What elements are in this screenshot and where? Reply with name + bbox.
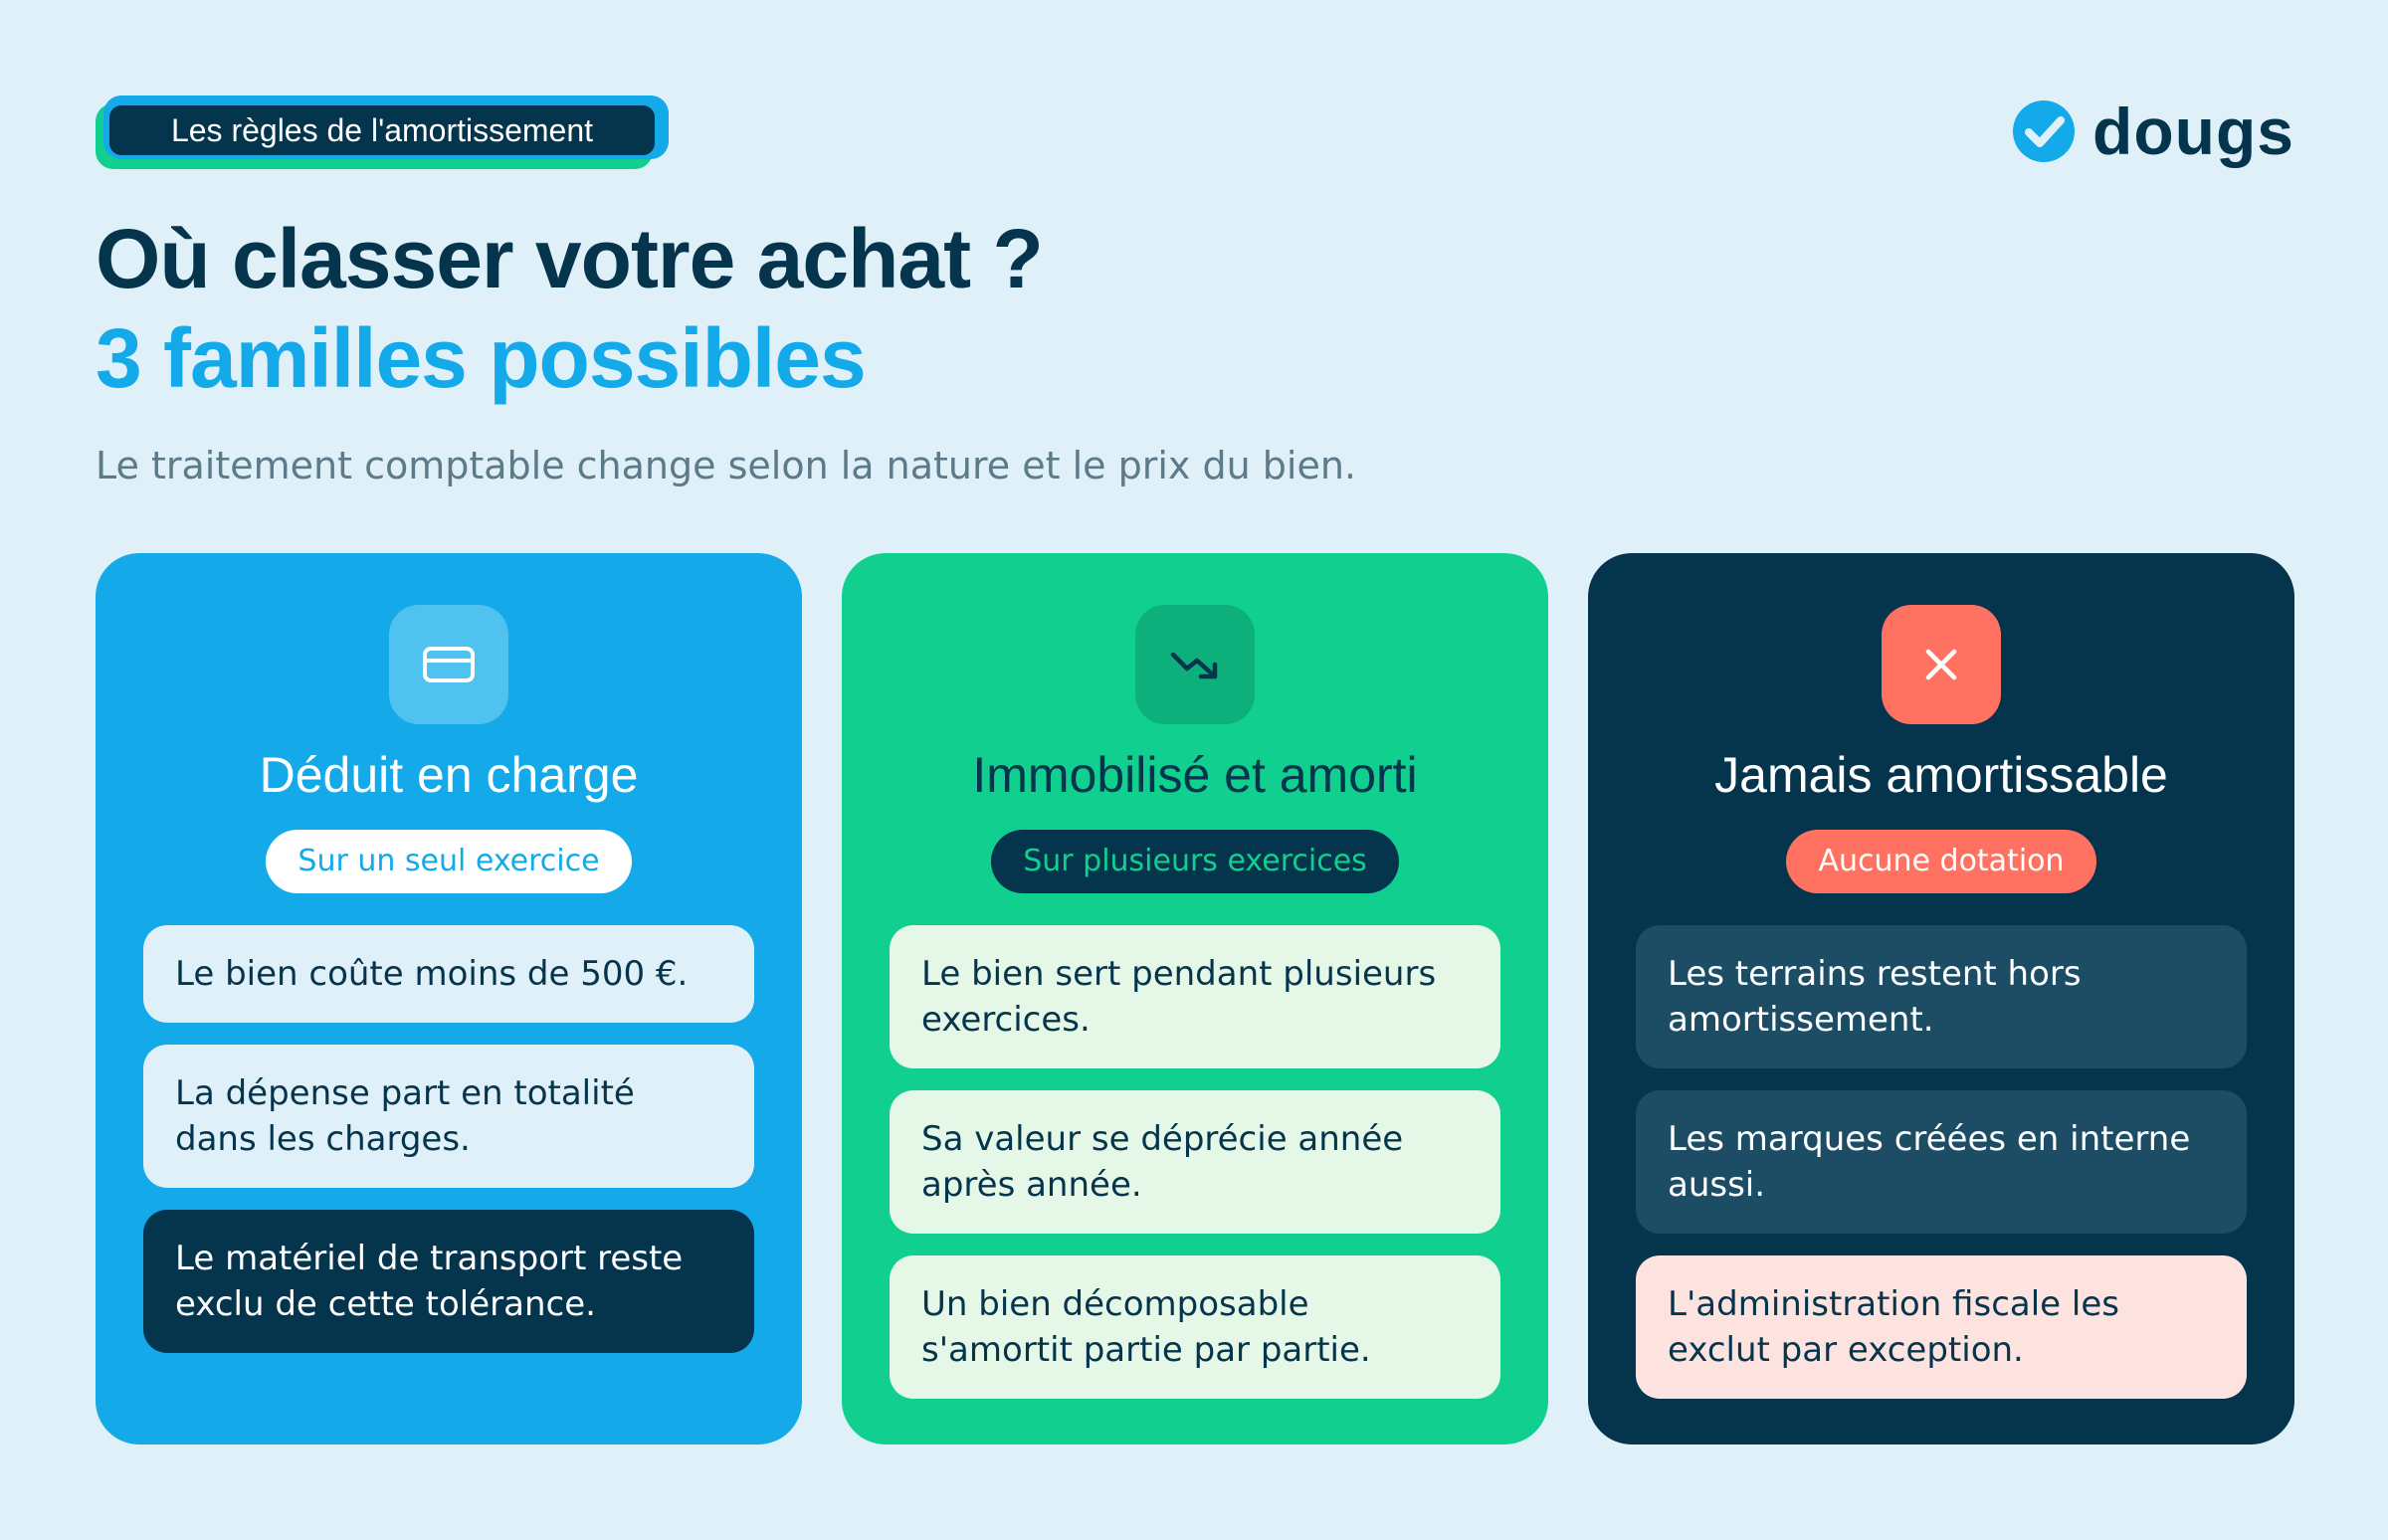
list-item: La dépense part en totalité dans les charges. [143,1045,754,1188]
close-icon [1916,640,1966,689]
page-title-accent: 3 familles possibles [96,311,866,405]
list-item: Le bien coûte moins de 500 €. [143,925,754,1023]
list-item: Les marques créées en interne aussi. [1636,1090,2247,1234]
card-icon-box [1135,605,1255,724]
trending-down-icon [1163,633,1227,696]
brand-logo [2011,94,2294,169]
credit-card-icon [419,635,479,694]
list-item: Les terrains restent hors amortissement. [1636,925,2247,1068]
check-circle-icon [2011,98,2077,164]
card-badge: Sur plusieurs exercices [991,830,1399,893]
card-badge: Sur un seul exercice [266,830,631,893]
page-subtitle: Le traitement comptable change selon la nature et le prix du bien. [96,444,1357,487]
card-deduit-en-charge [96,553,802,1444]
card-icon-box [389,605,508,724]
tag-label: Les règles de l'amortissement [109,105,655,155]
page-title: Où classer votre achat ? [96,212,1043,305]
card-title: Déduit en charge [259,747,639,803]
card-title: Immobilisé et amorti [972,747,1418,803]
card-immobilise-et-amorti [842,553,1548,1444]
section-tag [96,96,669,171]
list-item: L'administration fiscale les exclut par exception. [1636,1255,2247,1399]
list-item: Le matériel de transport reste exclu de cette tolérance. [143,1210,754,1353]
card-title: Jamais amortissable [1714,747,2168,803]
list-item: Sa valeur se déprécie année après année. [890,1090,1500,1234]
logo-text: dougs [2092,95,2294,168]
card-icon-box [1882,605,2001,724]
card-badge: Aucune dotation [1786,830,2095,893]
card-jamais-amortissable [1588,553,2294,1444]
list-item: Un bien décomposable s'amortit partie par partie. [890,1255,1500,1399]
list-item: Le bien sert pendant plusieurs exercices. [890,925,1500,1068]
